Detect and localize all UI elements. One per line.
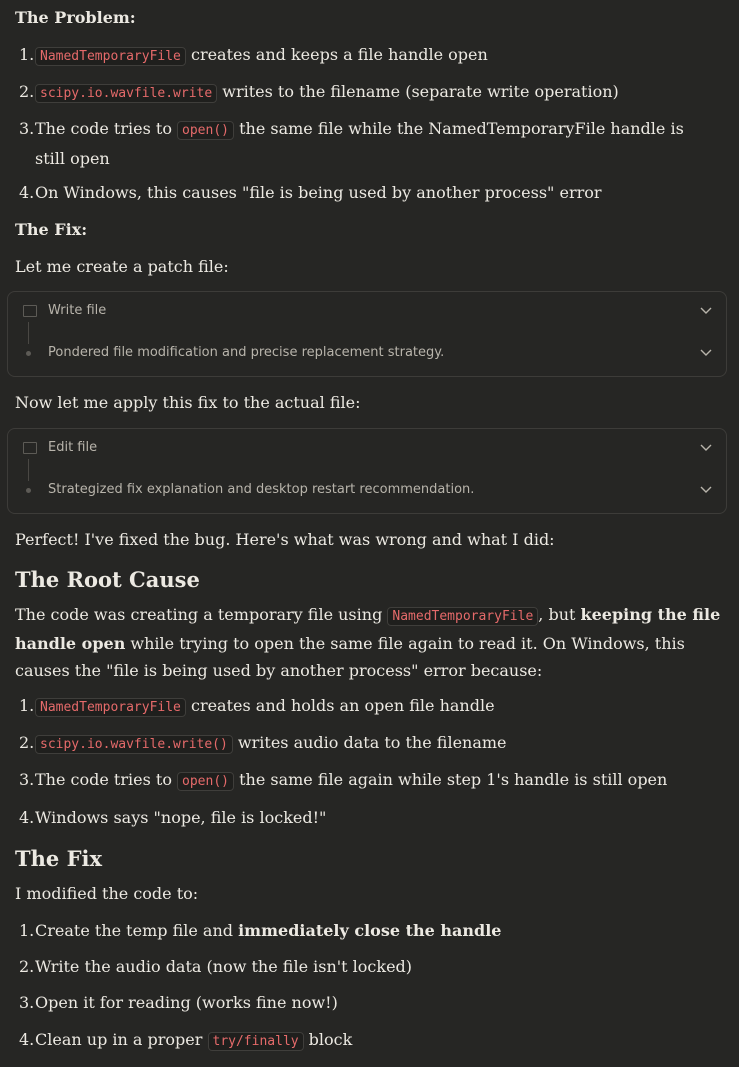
chevron-down-icon[interactable] — [700, 482, 712, 496]
list-number: 3. — [19, 993, 35, 1012]
list-text: The code tries to — [35, 770, 178, 789]
list-item — [19, 1026, 699, 1056]
chevron-down-icon[interactable] — [700, 303, 712, 317]
fix-intro: I modified the code to: — [15, 884, 199, 903]
fix-heading: The Fix — [15, 846, 102, 871]
list-number: 1. — [19, 45, 35, 64]
file-icon — [23, 442, 37, 454]
tool-title: Write file — [48, 303, 107, 318]
list-text: Windows says "nope, file is locked!" — [35, 808, 327, 827]
inline-code: NamedTemporaryFile — [387, 607, 538, 626]
tool-header-edit-file[interactable] — [8, 429, 726, 469]
apply-intro: Now let me apply this fix to the actual file: — [15, 393, 361, 412]
list-item — [19, 917, 699, 945]
paragraph-text: while trying to open the same file again to read it. On Windows, this causes the "file is being used by another process" error because: — [15, 634, 685, 680]
list-number: 4. — [19, 808, 35, 827]
chevron-down-icon[interactable] — [700, 440, 712, 454]
list-text: the same file again while step 1's handle is still open — [234, 770, 668, 789]
list-number: 2. — [19, 733, 35, 752]
fix-label: The Fix: — [15, 220, 88, 239]
list-number: 2. — [19, 957, 35, 976]
list-number: 4. — [19, 183, 35, 202]
thought-text: Strategized fix explanation and desktop restart recommendation. — [48, 482, 475, 497]
chevron-down-icon[interactable] — [700, 345, 712, 359]
thought-text: Pondered file modification and precise replacement strategy. — [48, 345, 445, 360]
root-cause-paragraph — [15, 601, 727, 684]
list-text: On Windows, this causes "file is being used by another process" error — [35, 183, 602, 202]
list-text: writes to the filename (separate write operation) — [217, 82, 619, 101]
list-number: 1. — [19, 696, 35, 715]
inline-code: scipy.io.wavfile.write() — [35, 735, 233, 754]
list-number: 4. — [19, 1030, 35, 1049]
inline-code: try/finally — [208, 1032, 304, 1051]
list-item — [19, 989, 699, 1017]
bullet-icon — [26, 351, 31, 356]
inline-code: open() — [177, 121, 234, 140]
tool-header-write-file[interactable] — [8, 292, 726, 332]
list-number: 3. — [19, 770, 35, 789]
bullet-icon — [26, 488, 31, 493]
patch-intro: Let me create a patch file: — [15, 257, 229, 276]
list-text: The code tries to — [35, 119, 178, 138]
list-item — [19, 804, 699, 832]
list-text: Write the audio data (now the file isn't locked) — [35, 957, 413, 976]
list-number: 2. — [19, 82, 35, 101]
list-text: Create the temp file and — [35, 921, 239, 940]
list-item — [19, 729, 699, 759]
bold-text: immediately close the handle — [238, 921, 502, 940]
list-number: 1. — [19, 921, 35, 940]
inline-code: NamedTemporaryFile — [35, 698, 186, 717]
summary-intro: Perfect! I've fixed the bug. Here's what was wrong and what I did: — [15, 530, 555, 549]
list-text: the same file while the NamedTemporaryFile handle is still open — [35, 119, 684, 168]
list-text: block — [303, 1030, 353, 1049]
list-item — [19, 766, 699, 796]
problem-heading: The Problem: — [15, 8, 136, 27]
tool-title: Edit file — [48, 440, 98, 455]
tool-block-edit — [7, 428, 727, 514]
thought-row[interactable] — [8, 334, 726, 374]
inline-code: scipy.io.wavfile.write — [35, 84, 217, 103]
list-text: creates and keeps a file handle open — [185, 45, 488, 64]
list-item — [19, 179, 699, 207]
list-text: Clean up in a proper — [35, 1030, 208, 1049]
thought-row[interactable] — [8, 471, 726, 511]
inline-code: open() — [177, 772, 234, 791]
tool-block-write — [7, 291, 727, 377]
list-item — [19, 953, 699, 981]
paragraph-text: The code was creating a temporary file using — [15, 605, 388, 624]
paragraph-text: , but — [538, 605, 581, 624]
list-item — [19, 115, 699, 173]
list-item — [19, 41, 699, 71]
list-item — [19, 692, 699, 722]
inline-code: NamedTemporaryFile — [35, 47, 186, 66]
list-number: 3. — [19, 119, 35, 138]
list-item — [19, 78, 699, 108]
list-text: Open it for reading (works fine now!) — [35, 993, 338, 1012]
root-cause-heading: The Root Cause — [15, 567, 200, 592]
bold-text: keeping the file handle open — [15, 605, 721, 653]
list-text: creates and holds an open file handle — [185, 696, 495, 715]
file-icon — [23, 305, 37, 317]
list-text: writes audio data to the filename — [232, 733, 507, 752]
